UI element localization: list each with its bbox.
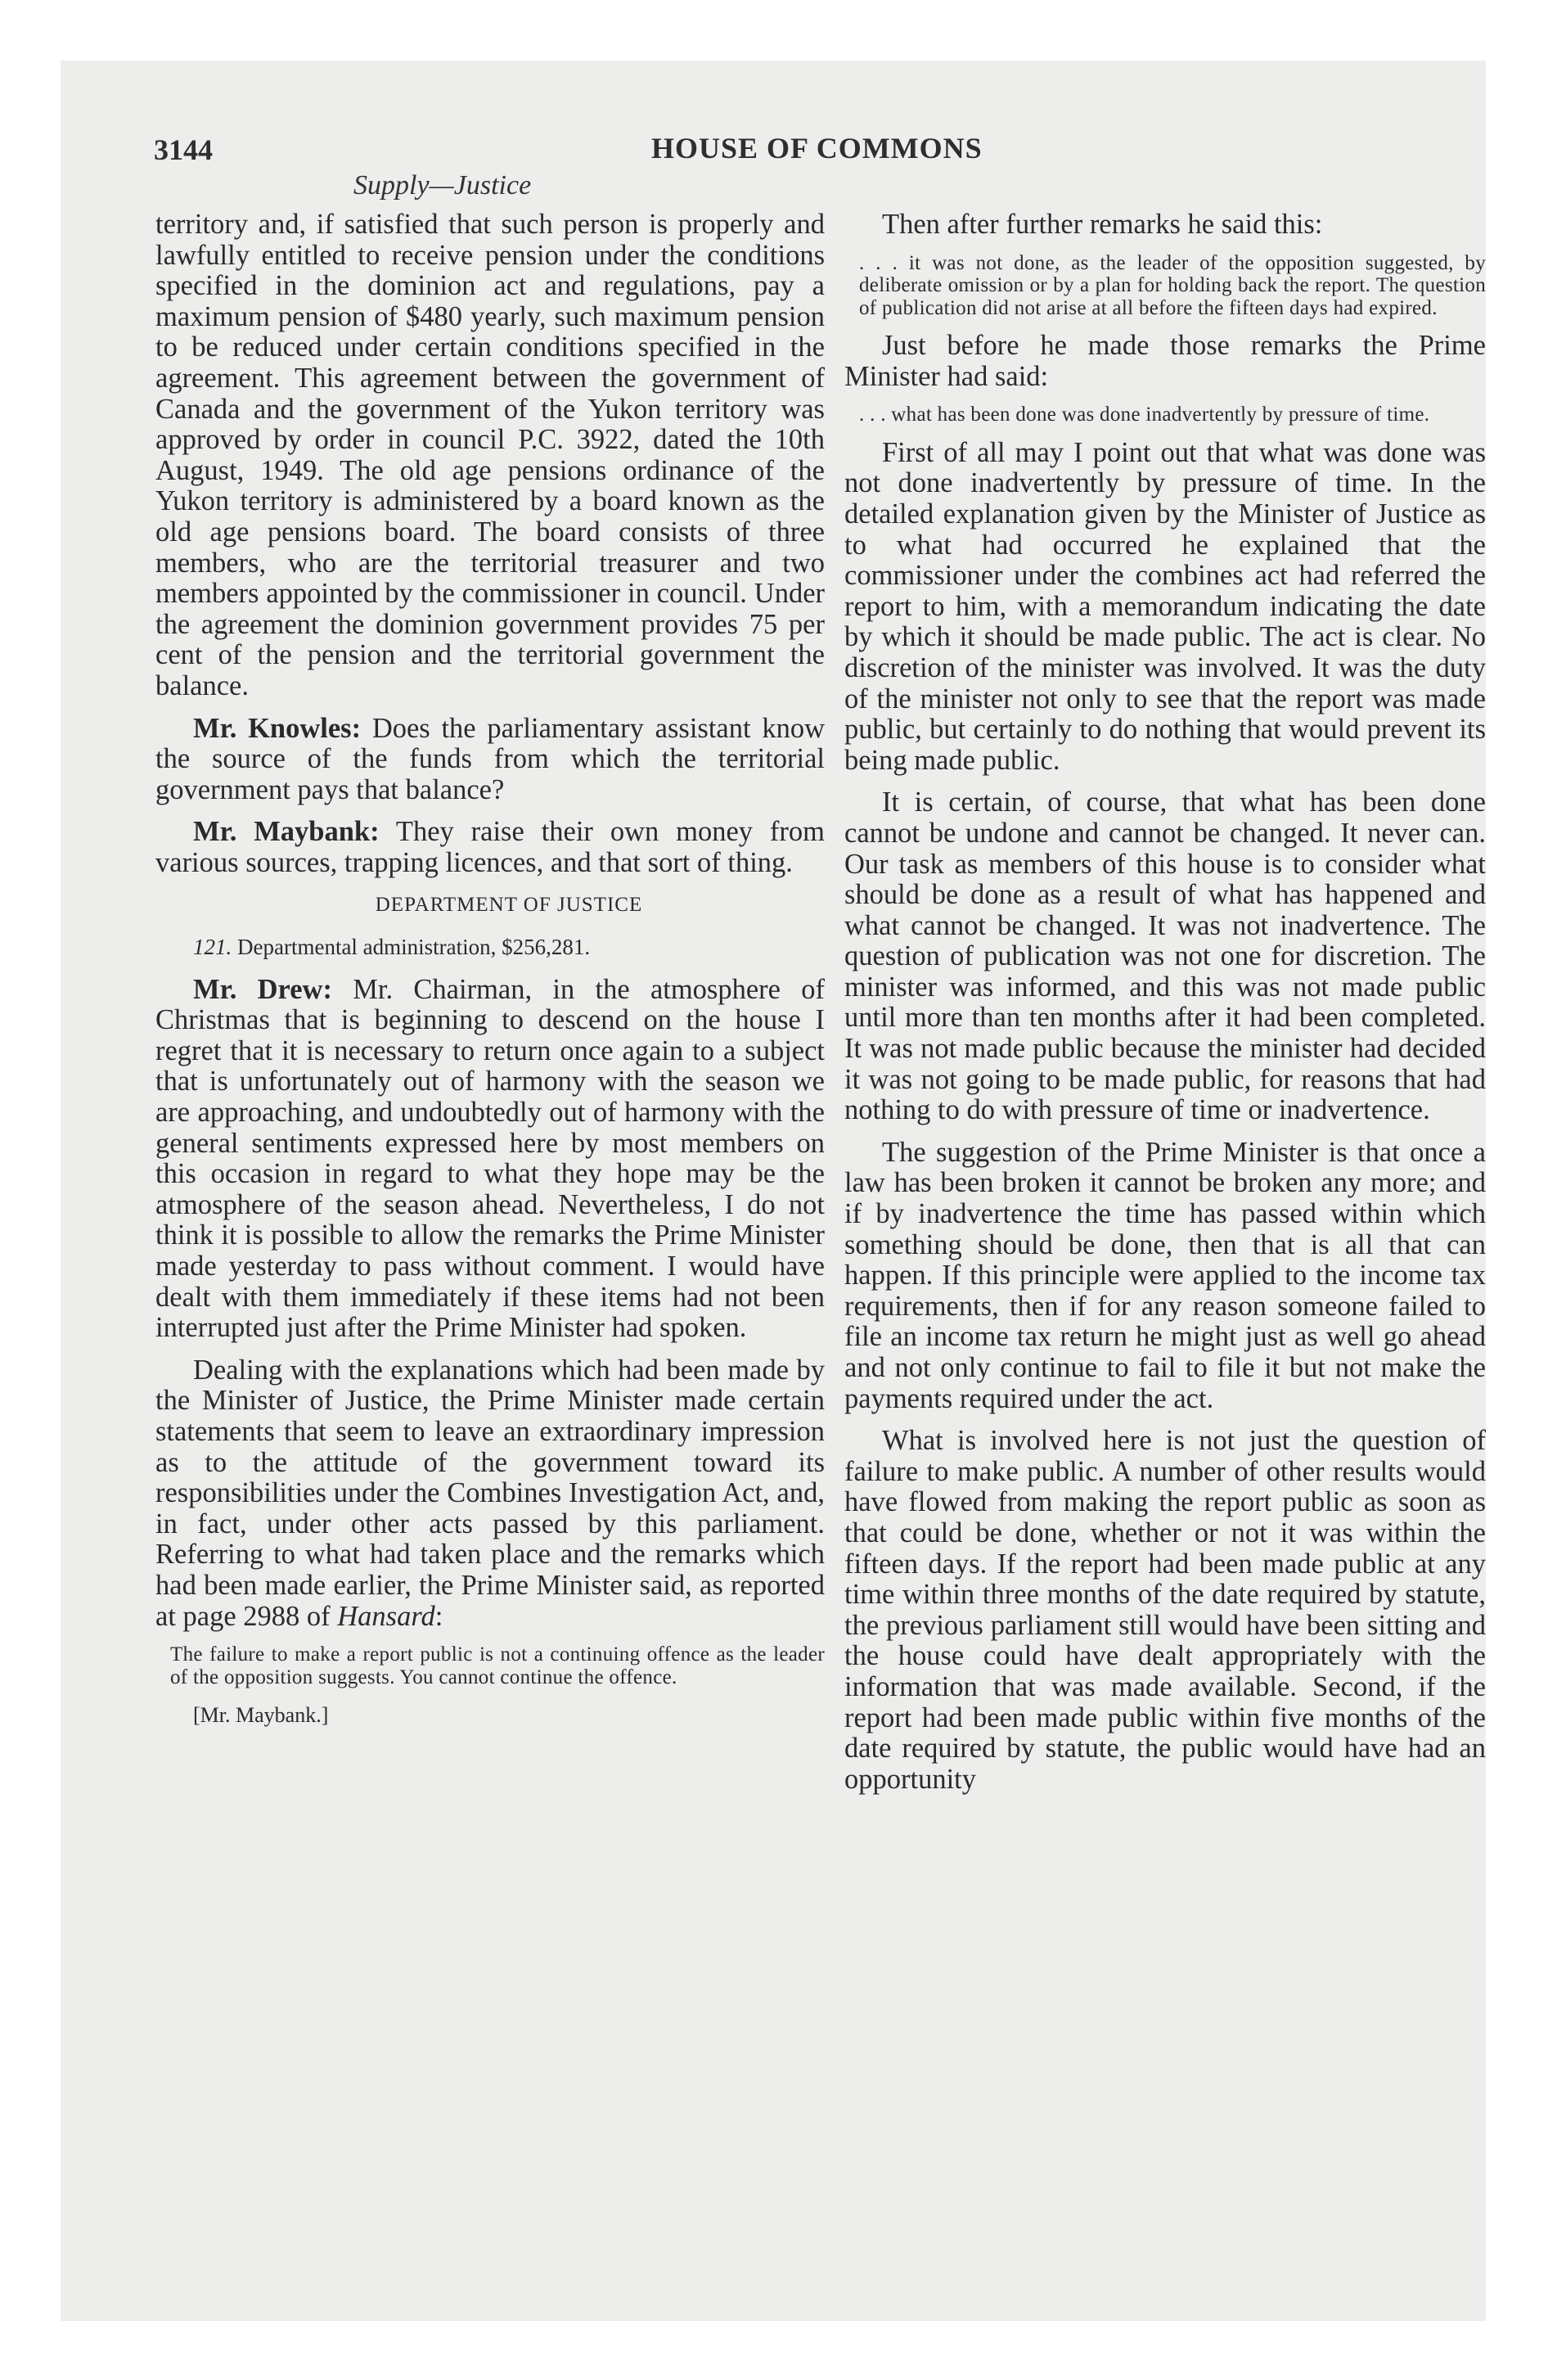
department-heading: DEPARTMENT OF JUSTICE <box>375 894 643 917</box>
speech-text: They raise their own money from various sources, trapping licences, and that sort of thing. <box>155 816 825 878</box>
speaker-signoff: [Mr. Maybank.] <box>193 1703 329 1728</box>
speaker-name: Mr. Drew: <box>193 973 332 1005</box>
block-quote: . . . it was not done, as the leader of the opposition suggested, by deliberate omission or by a plan for holding back the report. The question of publication did not arise at all before the fifteen days had expired. <box>859 251 1486 319</box>
hansard-title: Hansard <box>337 1600 435 1632</box>
paragraph: It is certain, of course, that what has been done cannot be undone and cannot be changed. It never can. Our task as members of this house is to consider what should be done as a result of what has happened and what cannot be changed. It was not inadvertence. The question of publication was not one for discretion. The minister was informed, and this was not made public until more than ten months after it had been completed. It was not made public because the minister had decided it was not going to be made public, for reasons that had nothing to do with pressure of time or inadvertence. <box>844 787 1486 1126</box>
paragraph <box>155 817 825 878</box>
paragraph: First of all may I point out that what was done was not done inadvertently by pressure of time. In the detailed explanation given by the Minister of Justice as to what had occurred he explained that the commissioner under the combines act had referred the report to him, with a memorandum indicating the date by which it should be made public. The act is clear. No discretion of the minister was involved. It was the duty of the minister not only to see that the report was made public, but certainly to do nothing that would prevent its being made public. <box>844 436 1486 776</box>
punctuation: : <box>434 1600 443 1632</box>
block-quote: . . . what has been done was done inadvertently by pressure of time. <box>859 403 1430 426</box>
supply-item <box>155 932 825 963</box>
speaker-name: Mr. Knowles: <box>193 712 362 744</box>
paragraph: Then after further remarks he said this: <box>882 210 1323 240</box>
section-heading: Supply—Justice <box>353 170 532 201</box>
speech-text: Dealing with the explanations which had been made by the Minister of Justice, the Prime Minister made certain statements that seem to leave an extraordinary impression as to the attitude of the government toward its responsibilities under the Combines Investigation Act, and, in fact, under other acts passed by this parliament. Referring to what had taken place and the remarks which had been made earlier, the Prime Minister said, as reported at page 2988 of <box>155 1354 825 1632</box>
paragraph <box>155 975 825 1344</box>
paragraph: Just before he made those remarks the Prime Minister had said: <box>844 330 1486 392</box>
item-text: Departmental administration, $256,281. <box>232 935 591 960</box>
speaker-name: Mr. Maybank: <box>193 816 380 848</box>
block-quote: The failure to make a report public is not a continuing offence as the leader of the opposition suggests. You cannot continue the offence. <box>170 1643 825 1688</box>
item-number: 121. <box>193 935 232 960</box>
paragraph: The suggestion of the Prime Minister is that once a law has been broken it cannot be broken any more; and if by inadvertence the time has passed within which something should be done, then that is all that can happen. If this principle were applied to the income tax requirements, then if for any reason someone failed to file an income tax return he might just as well go ahead and not only continue to fail to file it but not make the payments required under the act. <box>844 1136 1486 1414</box>
right-column <box>844 210 1486 2272</box>
paragraph: What is involved here is not just the question of failure to make public. A number of other results would have flowed from making the report public as soon as that could be done, whether or not it was within the fifteen days. If the report had been made public at any time within three months of the date required by statute, the previous parliament still would have been sitting and the house could have dealt appropriately with the information that was made available. Second, if the report had been made public within five months of the date required by statute, the public would have had an opportunity <box>844 1425 1486 1795</box>
running-head: HOUSE OF COMMONS <box>651 132 983 165</box>
page-number: 3144 <box>154 133 213 166</box>
paragraph <box>155 714 825 806</box>
speech-text: Does the parliamentary assistant know the source of the funds from which the territorial government pays that balance? <box>155 712 825 805</box>
paragraph: territory and, if satisfied that such person is properly and lawfully entitled to receive pension under the conditions specified in the dominion act and regulations, pay a maximum pension of $480 yearly, such maximum pension to be reduced under certain conditions specified in the agreement. This agreement between the government of Canada and the government of the Yukon territory was approved by order in council P.C. 3922, dated the 10th August, 1949. The old age pensions ordinance of the Yukon territory is administered by a board known as the old age pensions board. The board consists of three members, who are the territorial treasurer and two members appointed by the commissioner in council. Under the agreement the dominion government provides 75 per cent of the pension and the territorial government the balance. <box>155 209 825 701</box>
speech-text: Mr. Chairman, in the atmosphere of Christmas that is beginning to descend on the house I regret that it is necessary to return once again to a subject that is unfortunately out of harmony with the season we are approaching, and undoubtedly out of harmony with the general sentiments expressed here by most members on this occasion in regard to what they hope may be the atmosphere of the season ahead. Nevertheless, I do not think it is possible to allow the remarks the Prime Minister made yesterday to pass without comment. I would have dealt with them immediately if these items had not been interrupted just after the Prime Minister had spoken. <box>155 973 825 1344</box>
left-column <box>155 210 825 1742</box>
paragraph <box>155 1355 825 1632</box>
